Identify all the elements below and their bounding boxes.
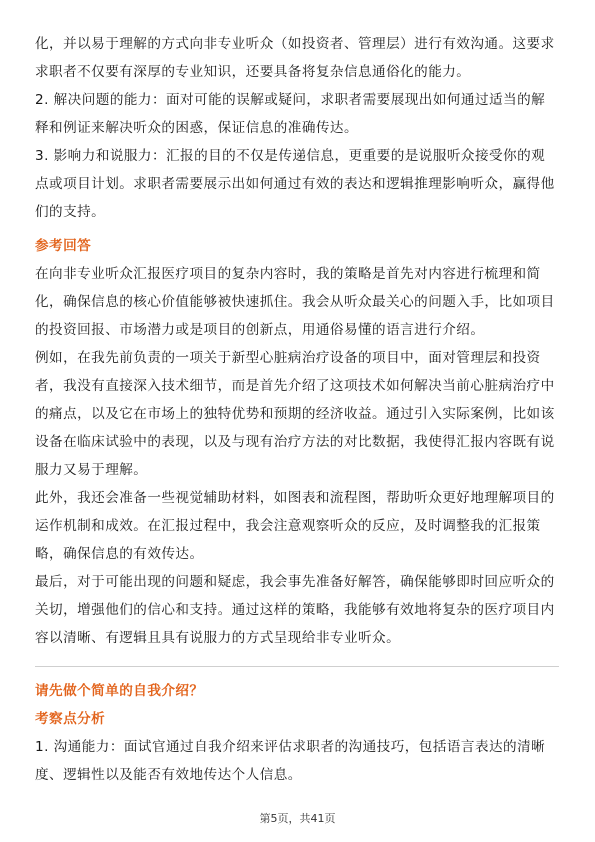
page-number-footer: 第5页，共41页 — [259, 812, 336, 825]
answer-paragraph-2: 例如，在我先前负责的一项关于新型心脏病治疗设备的项目中，面对管理层和投资者，我没有直接深入技术细节，而是首先介绍了这项技术如何解决当前心脏病治疗中的痛点，以及它在市场上的独特优势和预期的经济收益。通过引入实际案例，比如该设备在临床试验中的表现，以及与现有治疗方法的对比数据，我使得汇报内容既有说服力又易于理解。 — [35, 350, 555, 478]
page-content — [35, 30, 559, 789]
intro-paragraph: 化，并以易于理解的方式向非专业听众（如投资者、管理层）进行有效沟通。这要求求职者不仅要有深厚的专业知识，还要具备将复杂信息通俗化的能力。 — [35, 36, 555, 80]
answer-heading: 参考回答 — [35, 238, 92, 254]
analysis-point-1: 1. 沟通能力：面试官通过自我介绍来评估求职者的沟通技巧，包括语言表达的清晰度、逻辑性以及能否有效地传达个人信息。 — [35, 739, 546, 783]
section-divider — [35, 666, 559, 667]
analysis-heading: 考察点分析 — [35, 711, 106, 727]
point-3: 3. 影响力和说服力：汇报的目的不仅是传递信息，更重要的是说服听众接受你的观点或项目计划。求职者需要展示出如何通过有效的表达和逻辑推理影响听众，赢得他们的支持。 — [35, 148, 555, 220]
answer-paragraph-3: 此外，我还会准备一些视觉辅助材料，如图表和流程图，帮助听众更好地理解项目的运作机制和成效。在汇报过程中，我会注意观察听众的反应，及时调整我的汇报策略，确保信息的有效传达。 — [35, 490, 555, 562]
point-2: 2. 解决问题的能力：面对可能的误解或疑问，求职者需要展现出如何通过适当的解释和例证来解决听众的困惑，保证信息的准确传达。 — [35, 92, 546, 136]
next-question-title: 请先做个简单的自我介绍？ — [35, 683, 204, 699]
answer-paragraph-1: 在向非专业听众汇报医疗项目的复杂内容时，我的策略是首先对内容进行梳理和简化，确保信息的核心价值能够被快速抓住。我会从听众最关心的问题入手，比如项目的投资回报、市场潜力或是项目的创新点，用通俗易懂的语言进行介绍。 — [35, 266, 555, 338]
answer-paragraph-4: 最后，对于可能出现的问题和疑虑，我会事先准备好解答，确保能够即时回应听众的关切，增强他们的信心和支持。通过这样的策略，我能够有效地将复杂的医疗项目内容以清晰、有逻辑且具有说服力的方式呈现给非专业听众。 — [35, 574, 555, 646]
